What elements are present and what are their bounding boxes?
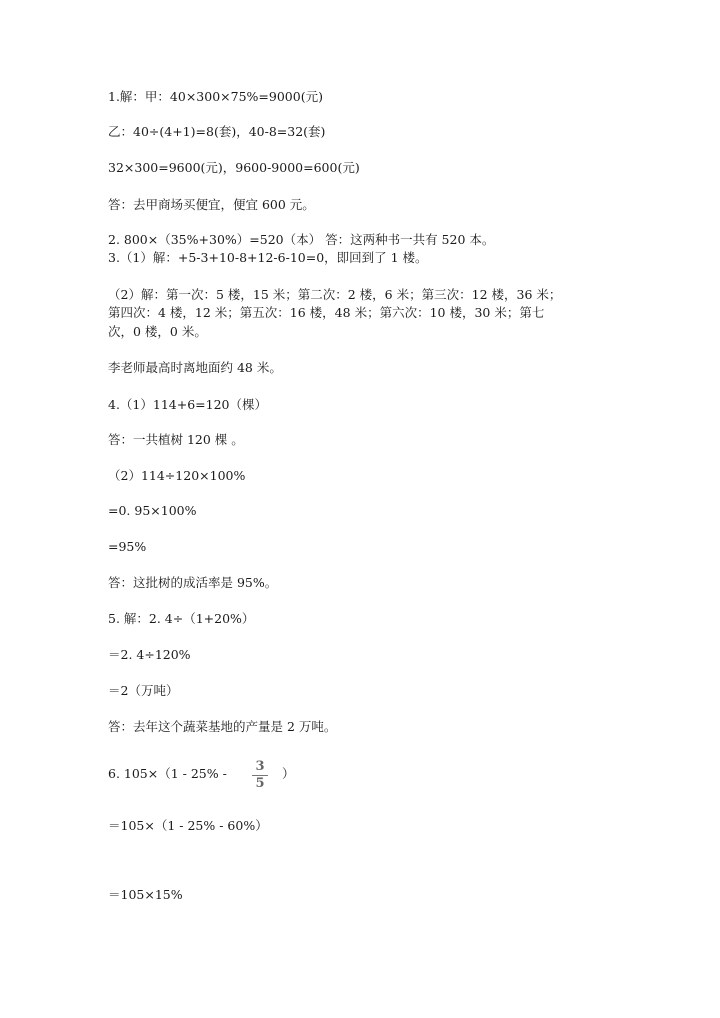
answer-6-line-1: [108, 766, 227, 782]
answer-3-part-2-line-1: （2）解：第一次：5 楼，15 米；第二次：2 楼，6 米；第三次：12 楼，36 米；: [108, 287, 562, 302]
answer-4-part-2-line-3: =95%: [108, 539, 147, 554]
answer-4-conclusion: 答：这批树的成活率是 95%。: [108, 575, 278, 590]
answer-6-line-3: ＝105×15%: [108, 887, 183, 902]
answer-1-conclusion: 答：去甲商场买便宜，便宜 600 元。: [108, 197, 315, 212]
answer-3-part-2-line-3: 次，0 楼，0 米。: [108, 324, 207, 339]
answer-1-line-2: 乙：40÷(4+1)=8(套)，40-8=32(套): [108, 124, 326, 139]
answer-1-line-3: 32×300=9600(元)，9600-9000=600(元): [108, 160, 360, 175]
answer-5-line-2: ＝2. 4÷120%: [108, 647, 191, 662]
fraction-denominator: 5: [255, 776, 265, 791]
answer-4-part-2-line-1: （2）114÷120×100%: [108, 468, 246, 483]
answer-4-part-1-conclusion: 答：一共植树 120 棵 。: [108, 432, 244, 447]
answer-5-conclusion: 答：去年这个蔬菜基地的产量是 2 万吨。: [108, 719, 337, 734]
answer-6-line-2: ＝105×（1 - 25% - 60%）: [108, 818, 268, 833]
answer-5-line-3: ＝2（万吨）: [108, 683, 179, 698]
answer-5-line-1: 5. 解：2. 4÷（1+20%）: [108, 611, 255, 626]
fraction-numerator: 3: [255, 759, 265, 774]
answer-3-part-1: 3.（1）解：+5-3+10-8+12-6-10=0，即回到了 1 楼。: [108, 250, 428, 265]
answer-6-line-1-suffix: ）: [282, 766, 295, 781]
answer-1-line-1: 1.解：甲：40×300×75%=9000(元): [108, 89, 323, 104]
answer-6-line-1-prefix: 6. 105×（1 - 25% -: [108, 766, 227, 781]
answer-3-conclusion: 李老师最高时离地面约 48 米。: [108, 360, 282, 375]
answer-3-part-2-line-2: 第四次：4 楼，12 米；第五次：16 楼，48 米；第六次：10 楼，30 米；第七: [108, 305, 545, 320]
answer-2: 2. 800×（35%+30%）=520（本） 答：这两种书一共有 520 本。: [108, 232, 495, 247]
answer-4-part-2-line-2: =0. 95×100%: [108, 503, 197, 518]
answer-4-part-1: 4.（1）114+6=120（棵）: [108, 397, 267, 412]
